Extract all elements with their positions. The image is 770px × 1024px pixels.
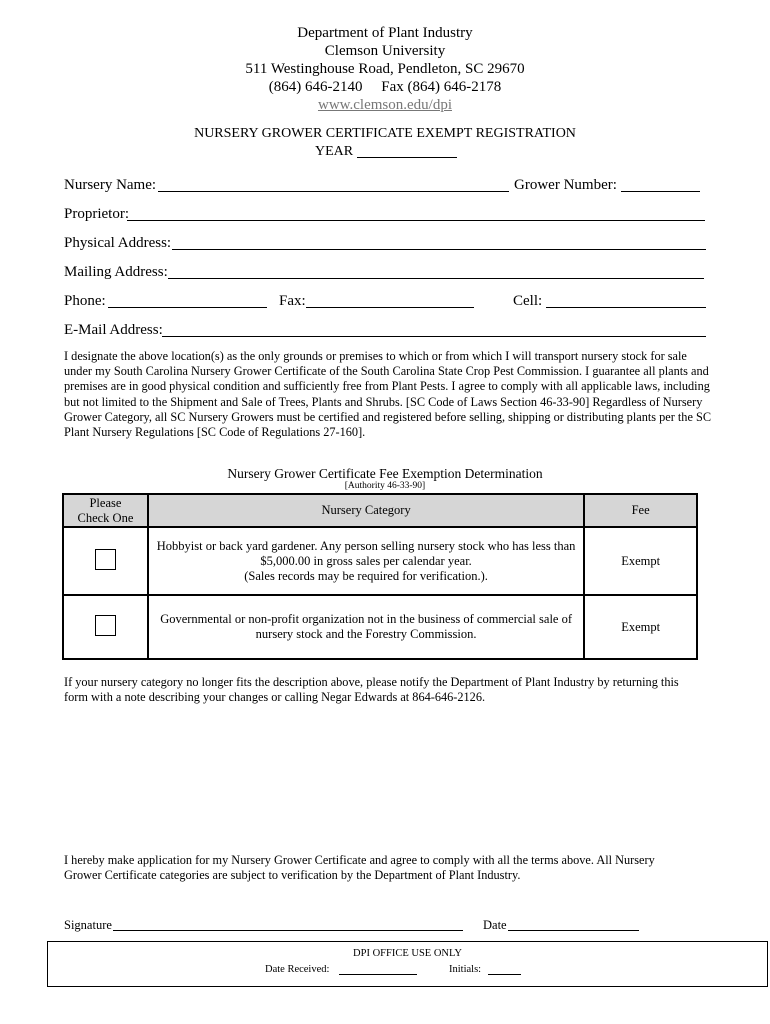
header-university: Clemson University [324,43,446,59]
date-received-label: Date Received: [265,964,330,975]
signature-label: Signature [64,918,112,932]
column-header-category: Nursery Category [148,494,584,527]
grower-number-field[interactable] [621,191,700,192]
signature-field[interactable] [113,930,463,931]
header-department: Department of Plant Industry [297,25,473,41]
nursery-name-field[interactable] [158,191,509,192]
initials-label: Initials: [449,964,482,975]
physical-address-field[interactable] [172,249,706,250]
governmental-checkbox[interactable] [95,615,116,636]
designation-statement: I designate the above location(s) as the only grounds or premises to which or from which I will transport nursery stock for sale under my South Carolina Nursery Grower Certificate of the South Carolina State Crop Pest Commission. I guarantee all plants and premises are in good physical condition and sufficiently free from Plant Pests. I agree to comply with all applicable laws, including but not limited to the Shipment and Sale of Trees, Plants and Shrubs. [SC Code of Laws Section 46-33-90] Regardless of Nursery Grower Category, all SC Nursery Growers must be certified and registered before selling, shipping or distributing plants per the SC Plant Nursery Regulations [SC Code of Regulations 27-160]. [64,349,712,440]
year-label: YEAR [315,144,354,159]
cell-label: Cell: [513,293,543,309]
header-address: 511 Westinghouse Road, Pendleton, SC 29670 [245,61,525,77]
column-header-fee: Fee [584,494,697,527]
fee-section-title: Nursery Grower Certificate Fee Exemption Determination [227,466,543,481]
fee-cell: Exempt [584,527,697,595]
year-field[interactable] [357,157,457,158]
proprietor-label: Proprietor: [64,206,129,222]
fee-exemption-table [62,493,698,660]
category-text-line: nursery stock and the Forestry Commission. [255,627,477,641]
date-label: Date [483,918,507,932]
mailing-address-label: Mailing Address: [64,264,168,280]
category-cell [148,595,584,659]
website-link[interactable]: www.clemson.edu/dpi [317,97,452,113]
table-row [63,595,697,659]
proprietor-field[interactable] [127,220,705,221]
date-received-field[interactable] [339,974,417,975]
mailing-address-field[interactable] [168,278,704,279]
date-field[interactable] [508,930,639,931]
header-phone-fax: (864) 646-2140 Fax (864) 646-2178 [268,79,502,95]
fax-field[interactable] [306,307,474,308]
initials-field[interactable] [488,974,521,975]
category-text-line: Governmental or non-profit organization not in the business of commercial sale of [160,612,572,626]
email-field[interactable] [162,336,706,337]
office-use-title: DPI OFFICE USE ONLY [353,948,462,959]
grower-number-label: Grower Number: [514,177,617,193]
check-cell [63,527,148,595]
table-row [63,527,697,595]
hobbyist-checkbox[interactable] [95,549,116,570]
cell-field[interactable] [546,307,706,308]
nursery-name-label: Nursery Name: [64,177,157,193]
physical-address-label: Physical Address: [64,235,172,251]
check-cell [63,595,148,659]
change-notice: If your nursery category no longer fits the description above, please notify the Department of Plant Industry by returning this form with a note describing your changes or calling Negar Edwards at 864-646-2126. [64,675,679,705]
fax-label: Fax: [279,293,306,309]
category-text-line: Hobbyist or back yard gardener. Any person selling nursery stock who has less than [156,538,576,553]
column-header-check: Please Check One [63,494,148,527]
form-title: NURSERY GROWER CERTIFICATE EXEMPT REGISTRATION [194,126,576,141]
office-use-box [47,941,768,987]
phone-field[interactable] [108,307,267,308]
fee-cell: Exempt [584,595,697,659]
application-statement: I hereby make application for my Nursery Grower Certificate and agree to comply with all the terms above. All Nursery Grower Certificate categories are subject to verification by the Department of Plant Industry. [64,853,655,883]
fee-authority: [Authority 46-33-90] [344,481,426,491]
email-label: E-Mail Address: [64,322,163,338]
category-text-line: (Sales records may be required for verification.). [244,568,488,583]
table-header-row [63,494,697,527]
category-text-line: $5,000.00 in gross sales per calendar year. [260,553,472,568]
category-cell [148,527,584,595]
phone-label: Phone: [64,293,106,309]
